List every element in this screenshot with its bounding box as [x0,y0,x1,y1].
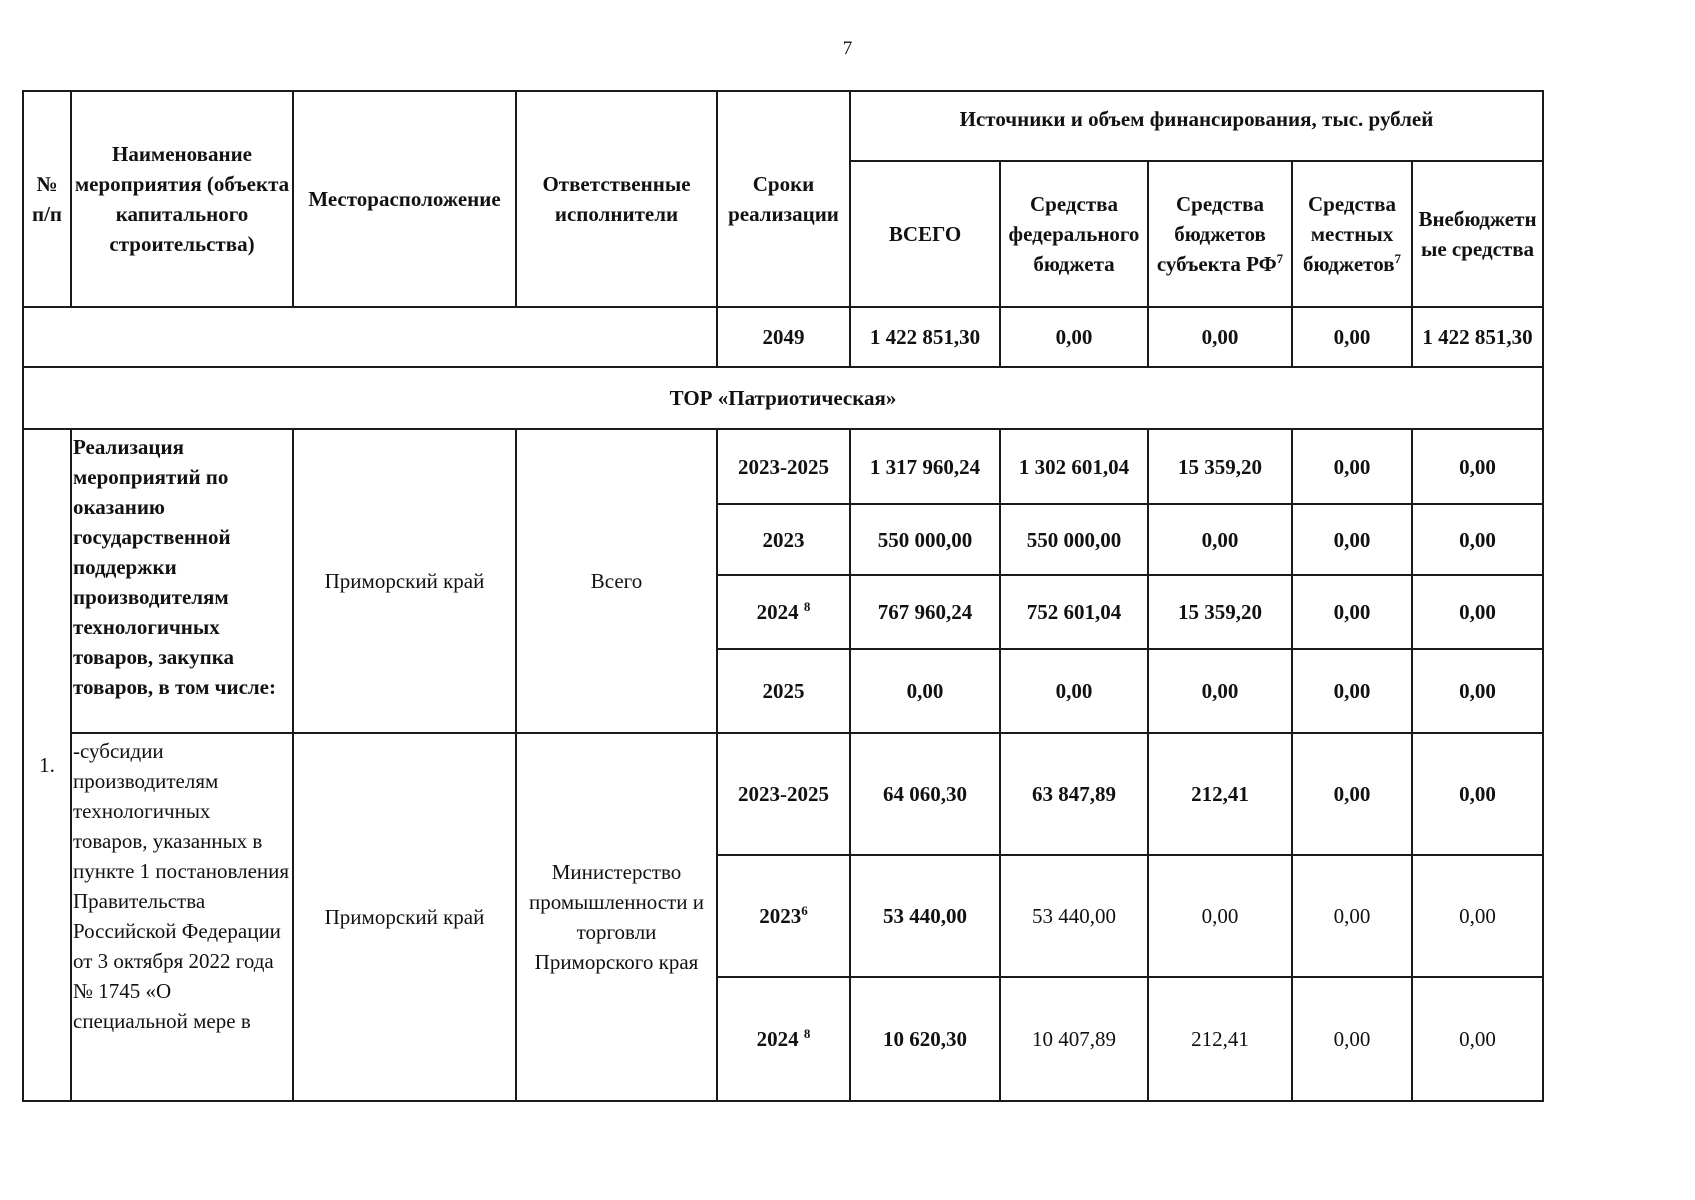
header-regional [1148,161,1292,307]
row-extra: 0,00 [1412,575,1543,649]
row-extra: 0,00 [1412,977,1543,1101]
row-year [717,504,850,575]
header-executors: Ответственные исполнители [516,91,717,307]
header-local-footnote: 7 [1394,251,1402,266]
carry-federal: 0,00 [1000,307,1148,367]
year-text: 2023 [762,527,805,552]
row-local: 0,00 [1292,977,1412,1101]
carry-total: 1 422 851,30 [850,307,1000,367]
row-total: 0,00 [850,649,1000,733]
row-extra: 0,00 [1412,733,1543,855]
row-federal: 752 601,04 [1000,575,1148,649]
row-regional: 15 359,20 [1148,575,1292,649]
row-extra: 0,00 [1412,855,1543,977]
carry-regional: 0,00 [1148,307,1292,367]
row-total: 10 620,30 [850,977,1000,1101]
row-regional: 0,00 [1148,504,1292,575]
table-row [23,733,1543,855]
row-federal: 550 000,00 [1000,504,1148,575]
row-regional: 212,41 [1148,733,1292,855]
row-total: 550 000,00 [850,504,1000,575]
row-local: 0,00 [1292,429,1412,504]
row-total: 1 317 960,24 [850,429,1000,504]
year-footnote: 6 [801,903,808,918]
item-executor-main: Всего [516,429,717,733]
carry-extra: 1 422 851,30 [1412,307,1543,367]
row-regional: 0,00 [1148,649,1292,733]
header-terms: Сроки реализации [717,91,850,307]
row-local: 0,00 [1292,855,1412,977]
header-regional-text: Средства бюджетов субъекта РФ [1156,192,1277,276]
item-name-main: Реализация мероприятий по оказанию государственной поддержки производителям технологичных товаров, закупка товаров, в том числе: [71,429,293,733]
row-local: 0,00 [1292,649,1412,733]
row-federal: 63 847,89 [1000,733,1148,855]
item-executor-sub: Министерство промышленности и торговли Приморского края [516,733,717,1101]
item-location-sub: Приморский край [293,733,516,1101]
row-local: 0,00 [1292,504,1412,575]
row-extra: 0,00 [1412,429,1543,504]
section-title: ТОР «Патриотическая» [23,367,1543,429]
row-federal: 10 407,89 [1000,977,1148,1101]
row-year [717,855,850,977]
year-text: 2023-2025 [738,454,829,479]
row-local: 0,00 [1292,575,1412,649]
year-text: 2023 [759,904,802,928]
year-text: 2023-2025 [738,782,829,806]
year-text: 2025 [762,679,805,703]
header-regional-footnote: 7 [1276,251,1284,266]
page-number: 7 [842,38,853,59]
row-total: 64 060,30 [850,733,1000,855]
row-year [717,429,850,504]
item-number: 1. [23,429,71,1101]
header-total: ВСЕГО [850,161,1000,307]
row-total: 767 960,24 [850,575,1000,649]
row-year [717,733,850,855]
item-name-sub: -субсидии производителям технологичных товаров, указанных в пункте 1 постановления Правительства Российской Федерации от 3 октября 2022 года № 1745 «О специальной мере в [71,733,293,1101]
row-year [717,575,850,649]
row-federal: 1 302 601,04 [1000,429,1148,504]
carry-year: 2049 [717,307,850,367]
year-text: 2024 [756,600,804,624]
header-name: Наименование мероприятия (объекта капитального строительства) [71,91,293,307]
row-extra: 0,00 [1412,504,1543,575]
header-extra: Внебюджетные средства [1412,161,1543,307]
row-regional: 212,41 [1148,977,1292,1101]
carry-empty-cell [23,307,717,367]
year-text: 2024 [756,1027,804,1051]
row-regional: 0,00 [1148,855,1292,977]
header-local-text: Средства местных бюджетов [1302,192,1396,276]
row-extra: 0,00 [1412,649,1543,733]
row-regional: 15 359,20 [1148,429,1292,504]
row-year [717,649,850,733]
table-row [23,429,1543,504]
header-num: № п/п [23,91,71,307]
header-local [1292,161,1412,307]
item-location-main: Приморский край [293,429,516,733]
row-federal: 0,00 [1000,649,1148,733]
header-location: Месторасположение [293,91,516,307]
row-federal: 53 440,00 [1000,855,1148,977]
year-footnote: 8 [803,599,811,614]
year-footnote: 8 [803,1026,811,1041]
carry-local: 0,00 [1292,307,1412,367]
row-year [717,977,850,1101]
row-total: 53 440,00 [850,855,1000,977]
carry-row [23,307,1543,367]
financing-table [22,90,1544,1102]
header-sources: Источники и объем финансирования, тыс. рублей [850,91,1543,161]
header-federal: Средства федерального бюджета [1000,161,1148,307]
row-local: 0,00 [1292,733,1412,855]
